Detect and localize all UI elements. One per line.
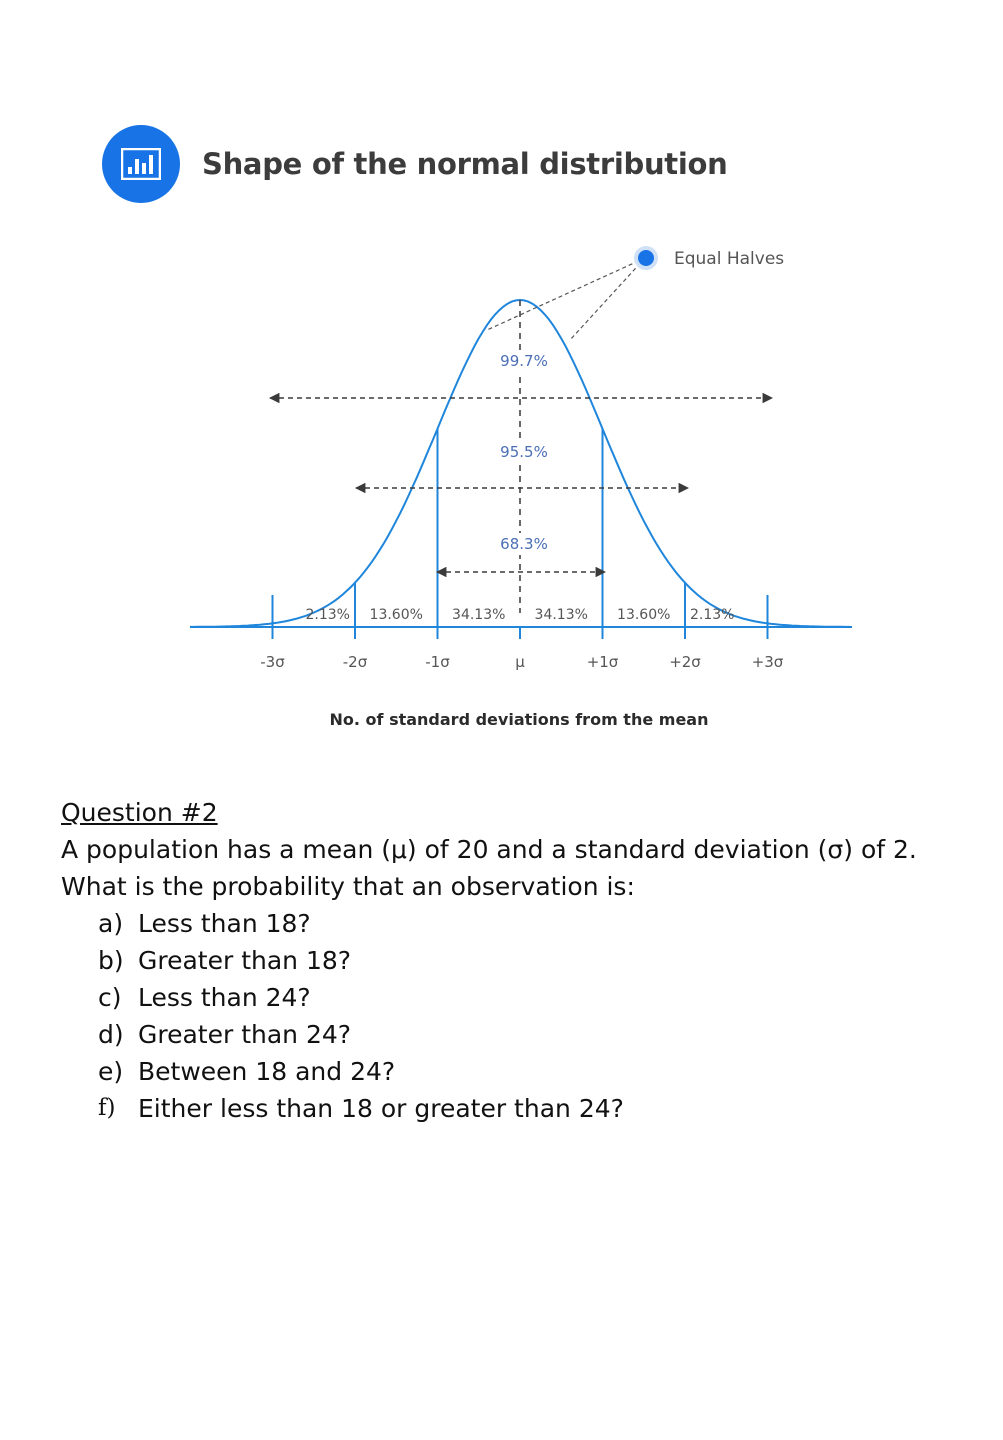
region-label: 2.13% bbox=[690, 607, 735, 623]
item-marker: b) bbox=[98, 946, 124, 975]
item-text: Greater than 24? bbox=[138, 1020, 352, 1049]
item-marker: a) bbox=[98, 909, 124, 938]
item-marker: d) bbox=[98, 1020, 124, 1049]
region-label: 13.60% bbox=[369, 607, 423, 623]
question-line-1: A population has a mean (μ) of 20 and a standard deviation (σ) of 2. bbox=[61, 835, 917, 864]
interval-label: 99.7% bbox=[500, 352, 548, 370]
normal-distribution-chart bbox=[0, 220, 1003, 700]
item-marker: e) bbox=[98, 1057, 124, 1086]
item-text: Between 18 and 24? bbox=[138, 1057, 396, 1086]
x-tick-label: -1σ bbox=[425, 653, 450, 671]
question-items bbox=[61, 905, 961, 1127]
annotation-leader bbox=[570, 258, 645, 340]
question-line-2: What is the probability that an observation is: bbox=[61, 872, 635, 901]
question-heading: Question #2 bbox=[61, 798, 218, 827]
page-header bbox=[102, 125, 727, 203]
interval-label: 95.5% bbox=[500, 443, 548, 461]
x-tick-label: -3σ bbox=[260, 653, 285, 671]
annotation-leader bbox=[487, 258, 645, 330]
chart-labels bbox=[306, 246, 785, 623]
x-tick-label: +2σ bbox=[669, 653, 701, 671]
region-label: 34.13% bbox=[452, 607, 506, 623]
question-block bbox=[61, 794, 961, 1127]
region-label: 34.13% bbox=[534, 607, 588, 623]
bar-chart-icon bbox=[102, 125, 180, 203]
region-label: 13.60% bbox=[617, 607, 671, 623]
region-label: 2.13% bbox=[305, 607, 350, 623]
item-text: Less than 18? bbox=[138, 909, 311, 938]
annotation-label: Equal Halves bbox=[674, 249, 785, 269]
x-axis bbox=[190, 627, 852, 671]
item-text: Either less than 18 or greater than 24? bbox=[138, 1094, 624, 1123]
x-tick-label: μ bbox=[515, 653, 525, 671]
x-axis-label: No. of standard deviations from the mean bbox=[329, 710, 709, 729]
item-text: Greater than 18? bbox=[138, 946, 352, 975]
item-marker: f) bbox=[98, 1095, 116, 1121]
item-text: Less than 24? bbox=[138, 983, 311, 1012]
list-item bbox=[61, 1053, 961, 1090]
annotation-dot bbox=[638, 250, 654, 266]
interval-label: 68.3% bbox=[500, 535, 548, 553]
x-tick-label: +3σ bbox=[751, 653, 784, 671]
list-item bbox=[61, 979, 961, 1016]
x-tick-label: +1σ bbox=[586, 653, 619, 671]
list-item bbox=[61, 1090, 961, 1127]
item-marker: c) bbox=[98, 983, 122, 1012]
page-title: Shape of the normal distribution bbox=[202, 147, 728, 181]
list-item bbox=[61, 942, 961, 979]
list-item bbox=[61, 1016, 961, 1053]
x-tick-label: -2σ bbox=[342, 653, 368, 671]
list-item bbox=[61, 905, 961, 942]
